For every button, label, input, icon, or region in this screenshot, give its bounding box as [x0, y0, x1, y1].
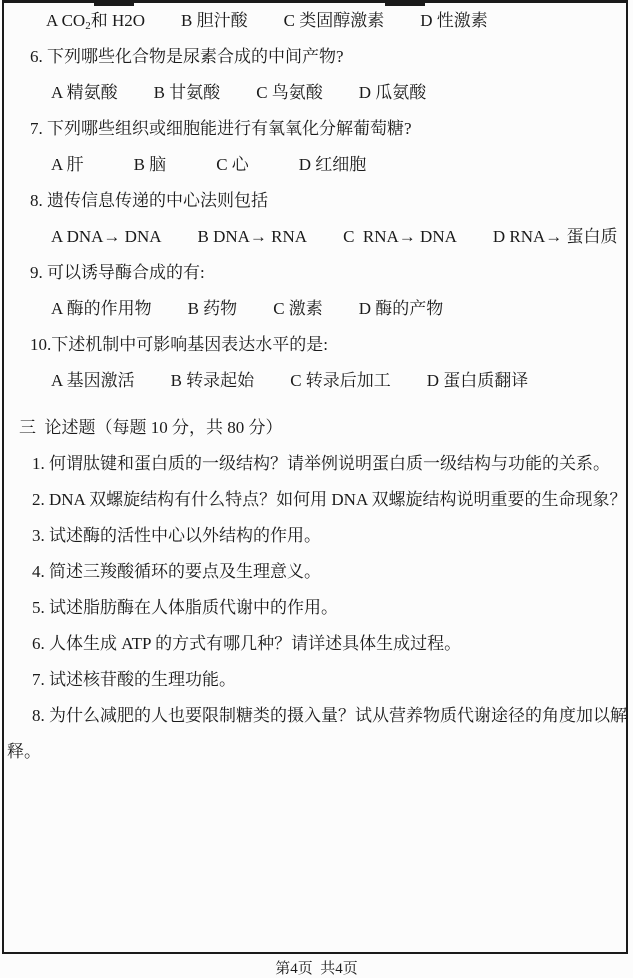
option-row-q10 — [4, 370, 626, 391]
essay-item-1: 1. 何谓肽键和蛋白质的一级结构？请举例说明蛋白质一级结构与功能的关系。 — [32, 454, 610, 473]
scan-artifact-mark — [385, 0, 425, 6]
option-d: D 性激素 — [420, 11, 488, 30]
essay-item-2: 2. DNA 双螺旋结构有什么特点？如何用 DNA 双螺旋结构说明重要的生命现象？ — [32, 490, 627, 509]
option-row-q7 — [4, 154, 626, 175]
option-a-text: A CO — [46, 11, 86, 30]
option-c: C 类固醇激素 — [283, 11, 385, 30]
essay-item-3: 3. 试述酶的活性中心以外结构的作用。 — [32, 526, 321, 545]
essay-section-heading: 三 论述题（每题 10 分，共 80 分） — [19, 418, 283, 437]
option-row-q9 — [4, 298, 626, 319]
option-d: D 红细胞 — [298, 155, 367, 174]
question-6-stem: 6. 下列哪些化合物是尿素合成的中间产物? — [30, 47, 344, 66]
co2-subscript: 2 — [85, 20, 91, 32]
option-a: A 酶的作用物 — [51, 299, 152, 318]
essay-item-5: 5. 试述脂肪酶在人体脂质代谢中的作用。 — [32, 598, 338, 617]
option-a: A 肝 — [51, 155, 84, 174]
option-d: D 酶的产物 — [358, 299, 444, 318]
option-d: D 蛋白质翻译 — [426, 371, 529, 390]
question-9-stem: 9. 可以诱导酶合成的有: — [30, 263, 205, 282]
option-a-rest: 和 H2O — [90, 11, 146, 30]
option-b: B 胆汁酸 — [181, 11, 248, 30]
scan-artifact-mark — [94, 0, 134, 6]
question-7-stem: 7. 下列哪些组织或细胞能进行有氧氧化分解葡萄糖? — [30, 119, 412, 138]
essay-item-4: 4. 简述三羧酸循环的要点及生理意义。 — [32, 562, 321, 581]
option-b: B 甘氨酸 — [153, 83, 221, 102]
option-c: C 鸟氨酸 — [256, 83, 323, 102]
option-b: B DNA→ RNA — [197, 227, 308, 246]
option-a: A 精氨酸 — [51, 83, 118, 102]
option-d: D RNA→ 蛋白质 — [492, 227, 618, 246]
option-c: C 心 — [216, 155, 249, 174]
option-c: C 激素 — [273, 299, 323, 318]
question-10-stem: 10.下述机制中可影响基因表达水平的是: — [30, 335, 328, 354]
option-b: B 药物 — [187, 299, 238, 318]
option-row-q8 — [4, 226, 626, 247]
essay-item-6: 6. 人体生成 ATP 的方式有哪几种？请详述具体生成过程。 — [32, 634, 462, 653]
question-8-stem: 8. 遗传信息传递的中心法则包括 — [30, 191, 268, 210]
option-c: C 转录后加工 — [290, 371, 391, 390]
exam-content-frame — [2, 0, 628, 954]
option-d: D 瓜氨酸 — [358, 83, 427, 102]
essay-item-7: 7. 试述核苷酸的生理功能。 — [32, 670, 236, 689]
page-footer: 第4页 共4页 — [275, 961, 358, 977]
essay-item-8: 8. 为什么减肥的人也要限制糖类的摄入量？试从营养物质代谢途径的角度加以解 — [32, 706, 627, 725]
option-c: C RNA→ DNA — [343, 227, 457, 246]
option-a — [46, 10, 145, 31]
option-row-q5 — [4, 10, 626, 31]
option-b: B 转录起始 — [170, 371, 255, 390]
essay-item-8-continuation: 释。 — [7, 742, 41, 761]
option-a: A 基因激活 — [51, 371, 135, 390]
option-b: B 脑 — [133, 155, 167, 174]
option-a: A DNA→ DNA — [51, 227, 162, 246]
option-row-q6 — [4, 82, 626, 103]
